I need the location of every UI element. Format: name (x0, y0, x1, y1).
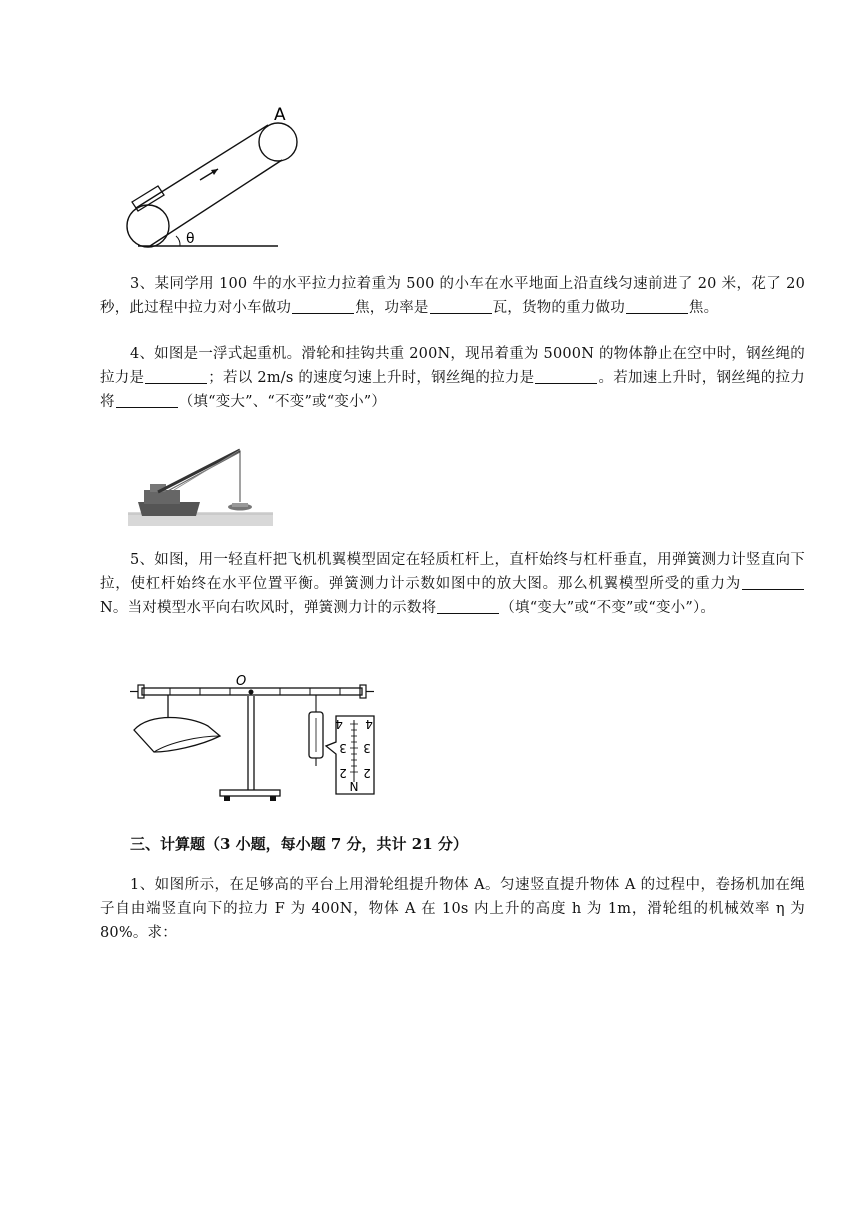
fig3-scale-2-left: 2 (339, 766, 347, 780)
fig3-scale-3-right: 3 (363, 741, 371, 755)
q4-text-3: 。若加速上升时，钢丝绳的拉力将 (100, 370, 805, 410)
q4-text-1: 4、如图是一浮式起重机。滑轮和挂钩共重 200N，现吊着重为 5000N 的物体静止在空中时，钢丝绳的拉力是 (100, 346, 805, 386)
conveyor-belt-figure (118, 98, 288, 250)
floating-crane-figure (128, 440, 273, 526)
question-3 (100, 272, 805, 320)
q3-blank-work[interactable] (292, 299, 354, 314)
q4-blank-uniform-tension[interactable] (535, 369, 597, 384)
q5-blank-reading-change[interactable] (437, 599, 499, 614)
fig3-scale-2-right: 2 (363, 766, 371, 780)
q4-text-2: ；若以 2m/s 的速度匀速上升时，钢丝绳的拉力是 (208, 370, 535, 386)
q3-blank-gravity-work[interactable] (626, 299, 688, 314)
fig3-label-o: O (236, 674, 247, 689)
section-3-title: 三、计算题（3 小题，每小题 7 分，共计 21 分） (130, 835, 468, 853)
fig3-scale-3-left: 3 (339, 741, 347, 755)
fig3-scale-4-right: 4 (365, 717, 373, 731)
lever-wing-figure (130, 672, 385, 810)
q4-blank-accel-tension[interactable] (116, 393, 178, 408)
q5-blank-weight[interactable] (742, 575, 804, 590)
q3-text-2: 焦，功率是 (355, 300, 429, 316)
q4-blank-static-tension[interactable] (145, 369, 207, 384)
q4-text-4: （填“变大”、“不变”或“变小”） (178, 394, 387, 410)
fig3-scale-4-left: 4 (335, 717, 343, 731)
fig3-unit-n: N (349, 779, 359, 793)
calc-question-1 (100, 873, 805, 945)
question-5 (100, 548, 805, 620)
fig1-label-theta: θ (186, 231, 195, 247)
q3-text-3: 瓦，货物的重力做功 (492, 300, 625, 316)
q5-text-3: （填“变大”或“不变”或“变小”）。 (500, 600, 716, 616)
c1-text: 1、如图所示，在足够高的平台上用滑轮组提升物体 A。匀速竖直提升物体 A 的过程中，卷扬机加在绳子自由端竖直向下的拉力 F 为 400N，物体 A 在 10s 内上升的高度 h 为 1m，滑轮组的机械效率 η 为 80%。求： (100, 877, 805, 941)
q3-text-4: 焦。 (688, 300, 719, 316)
question-4 (100, 342, 805, 414)
q3-text-1: 3、某同学用 100 牛的水平拉力拉着重为 500 的小车在水平地面上沿直线匀速前进了 20 米，花了 20 秒，此过程中拉力对小车做功 (100, 276, 805, 316)
fig1-label-a: A (274, 105, 286, 125)
q5-text-2: N。当对模型水平向右吹风时，弹簧测力计的示数将 (100, 600, 437, 616)
q5-text-1: 5、如图，用一轻直杆把飞机机翼模型固定在轻质杠杆上，直杆始终与杠杆垂直，用弹簧测力计竖直向下拉，使杠杆始终在水平位置平衡。弹簧测力计示数如图中的放大图。那么机翼模型所受的重力为 (100, 552, 805, 592)
q3-blank-power[interactable] (430, 299, 492, 314)
